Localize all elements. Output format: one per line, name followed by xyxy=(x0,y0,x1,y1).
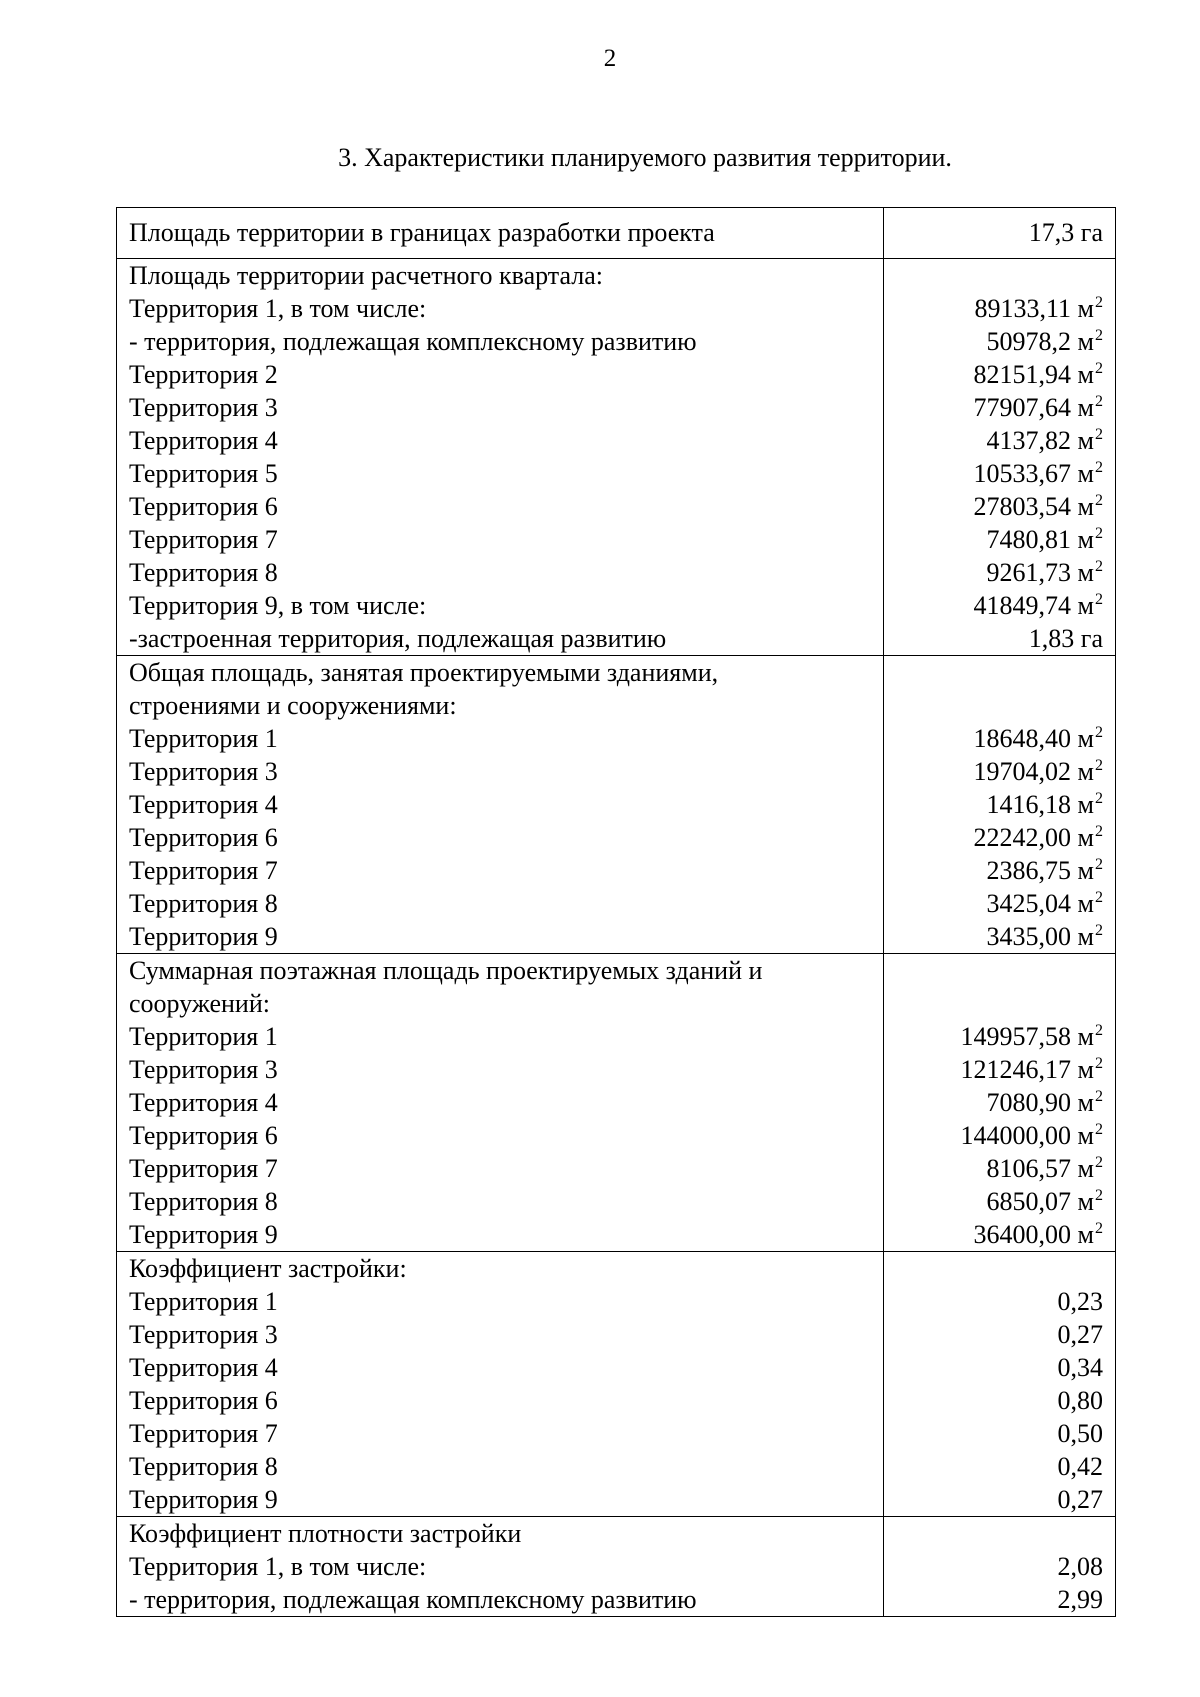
row-value xyxy=(884,1053,1103,1086)
row-label: Территория 4 xyxy=(129,426,278,455)
row-value xyxy=(884,523,1103,556)
unit-superscript: 2 xyxy=(1095,856,1103,873)
value-text: 7080,90 м xyxy=(986,1088,1094,1117)
row-value xyxy=(884,1450,1103,1483)
value-text: 89133,11 м xyxy=(974,294,1094,323)
row-label: Территория 5 xyxy=(129,459,278,488)
value-cell xyxy=(883,954,1115,1252)
value-cell xyxy=(883,1252,1115,1517)
unit-superscript: 2 xyxy=(1095,1220,1103,1237)
value-text: 77907,64 м xyxy=(973,393,1094,422)
row-label: Территория 3 xyxy=(129,1055,278,1084)
row-value xyxy=(884,788,1103,821)
value-text: 0,23 xyxy=(1057,1287,1103,1316)
table-section-row xyxy=(117,259,1116,656)
label-cell xyxy=(117,1252,884,1517)
row-value xyxy=(884,656,1103,689)
unit-superscript: 2 xyxy=(1095,492,1103,509)
page-number: 2 xyxy=(603,45,617,72)
table-section-row xyxy=(117,208,1116,259)
value-cell xyxy=(883,259,1115,656)
row-value xyxy=(884,854,1103,887)
row-label: строениями и сооружениями: xyxy=(129,691,457,720)
row-value xyxy=(884,1185,1103,1218)
row-value xyxy=(884,1119,1103,1152)
row-value xyxy=(884,1285,1103,1318)
unit-superscript: 2 xyxy=(1095,591,1103,608)
row-label: Территория 7 xyxy=(129,525,278,554)
row-value xyxy=(884,1351,1103,1384)
row-value xyxy=(884,292,1103,325)
row-label: Территория 1 xyxy=(129,1287,278,1316)
row-value xyxy=(884,722,1103,755)
value-text: 149957,58 м xyxy=(960,1022,1094,1051)
table-section-row xyxy=(117,1252,1116,1517)
row-label: Территория 8 xyxy=(129,1187,278,1216)
row-label: Площадь территории расчетного квартала: xyxy=(129,261,603,290)
row-label: Коэффициент плотности застройки xyxy=(129,1519,522,1548)
table-body xyxy=(117,208,1116,1617)
label-cell xyxy=(117,1517,884,1617)
unit-superscript: 2 xyxy=(1095,823,1103,840)
row-label: Территория 8 xyxy=(129,889,278,918)
row-label: Территория 8 xyxy=(129,1452,278,1481)
value-text: 3435,00 м xyxy=(986,922,1094,951)
value-text: 27803,54 м xyxy=(973,492,1094,521)
value-text: 9261,73 м xyxy=(986,558,1094,587)
row-value xyxy=(884,589,1103,622)
row-label: Территория 1 xyxy=(129,1022,278,1051)
value-text: 0,27 xyxy=(1057,1485,1103,1514)
unit-superscript: 2 xyxy=(1095,1088,1103,1105)
row-value xyxy=(884,556,1103,589)
value-cell xyxy=(883,656,1115,954)
row-label: Территория 7 xyxy=(129,1419,278,1448)
value-text: 36400,00 м xyxy=(973,1220,1094,1249)
unit-superscript: 2 xyxy=(1095,922,1103,939)
unit-superscript: 2 xyxy=(1095,525,1103,542)
row-value xyxy=(884,1517,1103,1550)
row-label: Территория 3 xyxy=(129,757,278,786)
value-text: 17,3 га xyxy=(1028,218,1103,247)
row-label: Суммарная поэтажная площадь проектируемых зданий и xyxy=(129,956,763,985)
row-label: Территория 9 xyxy=(129,922,278,951)
row-value xyxy=(884,391,1103,424)
row-label: Территория 1 xyxy=(129,724,278,753)
value-text: 2,08 xyxy=(1057,1552,1103,1581)
row-label: Территория 6 xyxy=(129,1121,278,1150)
row-label: Территория 7 xyxy=(129,1154,278,1183)
row-label: Территория 3 xyxy=(129,393,278,422)
value-cell xyxy=(883,1517,1115,1617)
value-text: 0,27 xyxy=(1057,1320,1103,1349)
row-label: -застроенная территория, подлежащая развитию xyxy=(129,624,667,653)
value-text: 144000,00 м xyxy=(960,1121,1094,1150)
label-cell xyxy=(117,954,884,1252)
value-text: 2386,75 м xyxy=(986,856,1094,885)
characteristics-table xyxy=(116,207,1116,1617)
row-label: Территория 6 xyxy=(129,823,278,852)
value-text: 1416,18 м xyxy=(986,790,1094,819)
value-text: 0,80 xyxy=(1057,1386,1103,1415)
row-label: Территория 8 xyxy=(129,558,278,587)
unit-superscript: 2 xyxy=(1095,558,1103,575)
value-text: 10533,67 м xyxy=(973,459,1094,488)
row-value xyxy=(884,1384,1103,1417)
row-value xyxy=(884,1218,1103,1251)
label-cell xyxy=(117,259,884,656)
table-section-row xyxy=(117,656,1116,954)
value-text: 7480,81 м xyxy=(986,525,1094,554)
row-label: Территория 6 xyxy=(129,492,278,521)
value-text: 19704,02 м xyxy=(973,757,1094,786)
value-text: 22242,00 м xyxy=(973,823,1094,852)
row-label: Территория 1, в том числе: xyxy=(129,1552,427,1581)
row-value xyxy=(884,208,1103,258)
row-label: Территория 4 xyxy=(129,1088,278,1117)
value-text: 4137,82 м xyxy=(986,426,1094,455)
value-text: 6850,07 м xyxy=(986,1187,1094,1216)
row-value xyxy=(884,1252,1103,1285)
value-text: 0,42 xyxy=(1057,1452,1103,1481)
row-label: Территория 3 xyxy=(129,1320,278,1349)
row-label: Общая площадь, занятая проектируемыми зданиями, xyxy=(129,658,719,687)
value-text: 0,34 xyxy=(1057,1353,1103,1382)
unit-superscript: 2 xyxy=(1095,294,1103,311)
row-label: Коэффициент застройки: xyxy=(129,1254,407,1283)
row-value xyxy=(884,1020,1103,1053)
value-text: 0,50 xyxy=(1057,1419,1103,1448)
unit-superscript: 2 xyxy=(1095,889,1103,906)
unit-superscript: 2 xyxy=(1095,327,1103,344)
row-label: - территория, подлежащая комплексному развитию xyxy=(129,327,697,356)
unit-superscript: 2 xyxy=(1095,1055,1103,1072)
row-value xyxy=(884,424,1103,457)
value-text: 50978,2 м xyxy=(986,327,1094,356)
row-label: Территория 4 xyxy=(129,1353,278,1382)
row-value xyxy=(884,1550,1103,1583)
row-label: Территория 9 xyxy=(129,1220,278,1249)
row-value xyxy=(884,887,1103,920)
row-label: Территория 2 xyxy=(129,360,278,389)
row-value xyxy=(884,1318,1103,1351)
row-label: Территория 9, в том числе: xyxy=(129,591,427,620)
row-value xyxy=(884,1086,1103,1119)
value-text: 41849,74 м xyxy=(973,591,1094,620)
value-text: 3425,04 м xyxy=(986,889,1094,918)
unit-superscript: 2 xyxy=(1095,393,1103,410)
row-value xyxy=(884,1152,1103,1185)
row-value xyxy=(884,755,1103,788)
label-cell xyxy=(117,208,884,259)
row-value xyxy=(884,259,1103,292)
value-text: 2,99 xyxy=(1057,1585,1103,1614)
unit-superscript: 2 xyxy=(1095,1022,1103,1039)
row-value xyxy=(884,987,1103,1020)
value-cell xyxy=(883,208,1115,259)
row-label: - территория, подлежащая комплексному развитию xyxy=(129,1585,697,1614)
table-section-row xyxy=(117,1517,1116,1617)
row-label: Территория 1, в том числе: xyxy=(129,294,427,323)
unit-superscript: 2 xyxy=(1095,724,1103,741)
row-value xyxy=(884,1417,1103,1450)
unit-superscript: 2 xyxy=(1095,1187,1103,1204)
unit-superscript: 2 xyxy=(1095,1154,1103,1171)
row-value xyxy=(884,457,1103,490)
unit-superscript: 2 xyxy=(1095,426,1103,443)
value-text: 121246,17 м xyxy=(960,1055,1094,1084)
value-text: 18648,40 м xyxy=(973,724,1094,753)
row-value xyxy=(884,1483,1103,1516)
value-text: 8106,57 м xyxy=(986,1154,1094,1183)
unit-superscript: 2 xyxy=(1095,459,1103,476)
document-title: 3. Характеристики планируемого развития территории. xyxy=(338,143,952,172)
row-label: Территория 7 xyxy=(129,856,278,885)
value-text: 82151,94 м xyxy=(973,360,1094,389)
row-label: Территория 6 xyxy=(129,1386,278,1415)
unit-superscript: 2 xyxy=(1095,360,1103,377)
table-section-row xyxy=(117,954,1116,1252)
row-value xyxy=(884,689,1103,722)
row-label: Территория 4 xyxy=(129,790,278,819)
row-value xyxy=(884,358,1103,391)
row-value xyxy=(884,1583,1103,1616)
row-value xyxy=(884,490,1103,523)
row-value xyxy=(884,325,1103,358)
unit-superscript: 2 xyxy=(1095,790,1103,807)
row-label: сооружений: xyxy=(129,989,270,1018)
row-value xyxy=(884,821,1103,854)
unit-superscript: 2 xyxy=(1095,757,1103,774)
label-cell xyxy=(117,656,884,954)
row-label: Площадь территории в границах разработки проекта xyxy=(129,218,715,247)
row-label: Территория 9 xyxy=(129,1485,278,1514)
unit-superscript: 2 xyxy=(1095,1121,1103,1138)
row-value xyxy=(884,920,1103,953)
row-value xyxy=(884,622,1103,655)
value-text: 1,83 га xyxy=(1028,624,1103,653)
row-value xyxy=(884,954,1103,987)
